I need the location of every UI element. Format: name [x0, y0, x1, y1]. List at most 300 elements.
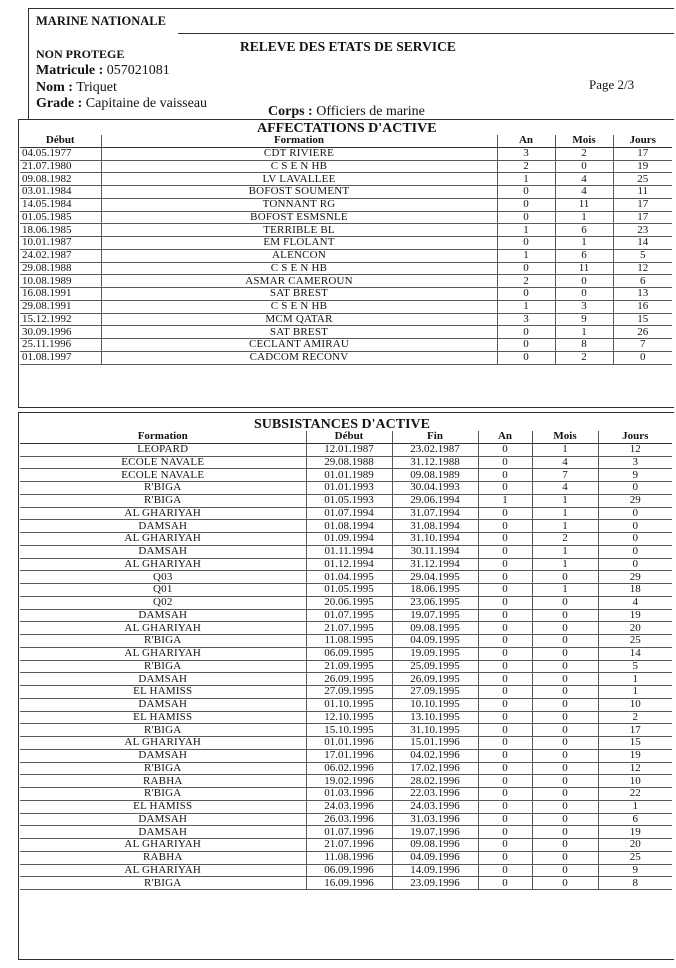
cell-fin: 15.01.1996 [392, 737, 478, 750]
table-row [20, 673, 672, 686]
cell-fin: 30.04.1993 [392, 482, 478, 495]
col-jours: Jours [598, 431, 672, 443]
cell-mois: 0 [532, 800, 598, 813]
cell-mois: 0 [532, 775, 598, 788]
cell-mois: 1 [532, 443, 598, 456]
cell-an: 0 [478, 635, 532, 648]
cell-jours: 0 [598, 533, 672, 546]
cell-mois: 1 [555, 237, 613, 250]
cell-fin: 19.09.1995 [392, 647, 478, 660]
corps-line [268, 105, 425, 119]
cell-an: 0 [478, 711, 532, 724]
cell-an: 2 [497, 275, 555, 288]
table-row [20, 571, 672, 584]
table-row [20, 211, 672, 224]
cell-debut: 17.01.1996 [306, 749, 392, 762]
cell-an: 0 [478, 813, 532, 826]
table-row [20, 839, 672, 852]
cell-mois: 11 [555, 262, 613, 275]
cell-formation: AL GHARIYAH [20, 737, 306, 750]
cell-mois: 0 [532, 724, 598, 737]
cell-jours: 15 [598, 737, 672, 750]
cell-jours: 0 [598, 545, 672, 558]
cell-an: 0 [478, 571, 532, 584]
page-number: Page 2/3 [589, 77, 635, 92]
cell-formation: Q01 [20, 584, 306, 597]
cell-debut: 16.09.1996 [306, 877, 392, 890]
cell-an: 0 [478, 762, 532, 775]
col-jours: Jours [613, 135, 672, 147]
table-row [20, 147, 672, 160]
cell-mois: 1 [532, 545, 598, 558]
cell-mois: 4 [555, 186, 613, 199]
cell-formation: DAMSAH [20, 813, 306, 826]
cell-mois: 4 [532, 482, 598, 495]
cell-formation: R'BIGA [20, 877, 306, 890]
cell-fin: 29.04.1995 [392, 571, 478, 584]
cell-formation: RABHA [20, 851, 306, 864]
cell-jours: 10 [598, 775, 672, 788]
cell-fin: 19.07.1996 [392, 826, 478, 839]
cell-jours: 29 [598, 571, 672, 584]
cell-formation: C S E N HB [101, 160, 497, 173]
cell-jours: 0 [598, 558, 672, 571]
cell-formation: EL HAMISS [20, 711, 306, 724]
cell-mois: 1 [532, 507, 598, 520]
cell-an: 0 [497, 288, 555, 301]
cell-mois: 0 [532, 788, 598, 801]
cell-debut: 30.09.1996 [20, 326, 101, 339]
table-row [20, 686, 672, 699]
cell-fin: 24.03.1996 [392, 800, 478, 813]
cell-mois: 0 [532, 839, 598, 852]
cell-an: 0 [478, 686, 532, 699]
table-row [20, 800, 672, 813]
cell-formation: BOFOST ESMSNLE [101, 211, 497, 224]
cell-fin: 04.02.1996 [392, 749, 478, 762]
subsistances-header-row [20, 431, 672, 443]
cell-jours: 11 [613, 186, 672, 199]
cell-mois: 0 [532, 622, 598, 635]
cell-jours: 0 [613, 351, 672, 364]
cell-fin: 17.02.1996 [392, 762, 478, 775]
cell-fin: 23.06.1995 [392, 596, 478, 609]
cell-an: 0 [478, 698, 532, 711]
nom-line [36, 81, 117, 95]
cell-formation: C S E N HB [101, 300, 497, 313]
cell-jours: 29 [598, 494, 672, 507]
table-row [20, 749, 672, 762]
cell-jours: 14 [598, 647, 672, 660]
table-row [20, 558, 672, 571]
table-row [20, 326, 672, 339]
cell-fin: 14.09.1996 [392, 864, 478, 877]
table-row [20, 443, 672, 456]
cell-mois: 0 [532, 571, 598, 584]
table-row [20, 647, 672, 660]
cell-formation: ALENCON [101, 249, 497, 262]
cell-fin: 09.08.1995 [392, 622, 478, 635]
cell-jours: 25 [613, 173, 672, 186]
table-row [20, 288, 672, 301]
col-debut: Début [20, 135, 101, 147]
cell-jours: 1 [598, 800, 672, 813]
cell-jours: 3 [598, 456, 672, 469]
table-row [20, 339, 672, 352]
cell-fin: 31.03.1996 [392, 813, 478, 826]
affectations-title: AFFECTATIONS D'ACTIVE [257, 121, 437, 136]
table-row [20, 622, 672, 635]
cell-an: 0 [478, 839, 532, 852]
cell-fin: 23.09.1996 [392, 877, 478, 890]
cell-formation: LV LAVALLEE [101, 173, 497, 186]
cell-an: 0 [497, 262, 555, 275]
cell-fin: 26.09.1995 [392, 673, 478, 686]
cell-debut: 10.01.1987 [20, 237, 101, 250]
cell-an: 0 [478, 800, 532, 813]
cell-fin: 28.02.1996 [392, 775, 478, 788]
cell-an: 1 [497, 300, 555, 313]
cell-debut: 24.03.1996 [306, 800, 392, 813]
cell-debut: 10.08.1989 [20, 275, 101, 288]
cell-jours: 12 [598, 762, 672, 775]
cell-an: 0 [478, 775, 532, 788]
cell-formation: CDT RIVIERE [101, 147, 497, 160]
cell-mois: 7 [532, 469, 598, 482]
cell-mois: 1 [532, 558, 598, 571]
cell-jours: 17 [598, 724, 672, 737]
cell-mois: 0 [555, 160, 613, 173]
cell-mois: 6 [555, 249, 613, 262]
cell-formation: SAT BREST [101, 326, 497, 339]
cell-mois: 1 [555, 211, 613, 224]
cell-debut: 21.07.1980 [20, 160, 101, 173]
cell-debut: 01.10.1995 [306, 698, 392, 711]
grade-value: Capitaine de vaisseau [85, 96, 208, 111]
cell-an: 0 [478, 749, 532, 762]
cell-debut: 01.08.1994 [306, 520, 392, 533]
cell-debut: 20.06.1995 [306, 596, 392, 609]
cell-debut: 01.01.1993 [306, 482, 392, 495]
table-row [20, 877, 672, 890]
corps-label: Corps : [268, 104, 313, 119]
cell-an: 0 [478, 673, 532, 686]
cell-an: 0 [497, 326, 555, 339]
cell-formation: ECOLE NAVALE [20, 456, 306, 469]
cell-jours: 19 [598, 749, 672, 762]
cell-an: 0 [478, 737, 532, 750]
cell-formation: TERRIBLE BL [101, 224, 497, 237]
cell-debut: 26.03.1996 [306, 813, 392, 826]
cell-an: 3 [497, 313, 555, 326]
cell-mois: 3 [555, 300, 613, 313]
table-row [20, 533, 672, 546]
cell-an: 1 [497, 224, 555, 237]
cell-debut: 06.09.1995 [306, 647, 392, 660]
cell-an: 0 [478, 533, 532, 546]
table-row [20, 507, 672, 520]
cell-mois: 0 [532, 813, 598, 826]
cell-formation: SAT BREST [101, 288, 497, 301]
cell-fin: 19.07.1995 [392, 609, 478, 622]
cell-mois: 0 [532, 737, 598, 750]
cell-an: 0 [497, 211, 555, 224]
table-row [20, 813, 672, 826]
affectations-header-row [20, 135, 672, 147]
cell-an: 0 [478, 851, 532, 864]
cell-fin: 23.02.1987 [392, 443, 478, 456]
cell-debut: 03.01.1984 [20, 186, 101, 199]
table-row [20, 826, 672, 839]
header-top-rule [178, 33, 674, 34]
cell-debut: 01.01.1989 [306, 469, 392, 482]
cell-debut: 01.05.1993 [306, 494, 392, 507]
cell-debut: 29.08.1991 [20, 300, 101, 313]
cell-debut: 11.08.1996 [306, 851, 392, 864]
cell-jours: 6 [598, 813, 672, 826]
cell-formation: R'BIGA [20, 762, 306, 775]
cell-jours: 6 [613, 275, 672, 288]
cell-debut: 04.05.1977 [20, 147, 101, 160]
table-row [20, 584, 672, 597]
cell-jours: 14 [613, 237, 672, 250]
cell-jours: 2 [598, 711, 672, 724]
table-row [20, 224, 672, 237]
cell-debut: 19.02.1996 [306, 775, 392, 788]
cell-mois: 0 [532, 851, 598, 864]
cell-jours: 9 [598, 864, 672, 877]
cell-formation: AL GHARIYAH [20, 507, 306, 520]
cell-mois: 0 [532, 864, 598, 877]
table-row [20, 660, 672, 673]
subsistances-table [20, 431, 672, 890]
table-row [20, 609, 672, 622]
cell-formation: MCM QATAR [101, 313, 497, 326]
cell-an: 0 [478, 507, 532, 520]
table-row [20, 456, 672, 469]
cell-an: 0 [478, 456, 532, 469]
cell-an: 0 [478, 609, 532, 622]
cell-debut: 15.10.1995 [306, 724, 392, 737]
cell-mois: 2 [555, 147, 613, 160]
cell-debut: 06.09.1996 [306, 864, 392, 877]
table-row [20, 520, 672, 533]
table-row [20, 711, 672, 724]
cell-mois: 2 [532, 533, 598, 546]
cell-debut: 06.02.1996 [306, 762, 392, 775]
cell-debut: 01.01.1996 [306, 737, 392, 750]
cell-an: 0 [478, 584, 532, 597]
cell-fin: 31.12.1988 [392, 456, 478, 469]
cell-mois: 4 [532, 456, 598, 469]
nom-value: Triquet [76, 80, 117, 95]
cell-an: 0 [478, 864, 532, 877]
cell-an: 0 [497, 186, 555, 199]
cell-formation: DAMSAH [20, 609, 306, 622]
cell-an: 1 [497, 249, 555, 262]
cell-formation: R'BIGA [20, 635, 306, 648]
cell-debut: 12.10.1995 [306, 711, 392, 724]
cell-formation: CECLANT AMIRAU [101, 339, 497, 352]
col-debut: Début [306, 431, 392, 443]
table-row [20, 545, 672, 558]
cell-fin: 31.07.1994 [392, 507, 478, 520]
cell-fin: 09.08.1996 [392, 839, 478, 852]
cell-jours: 19 [598, 826, 672, 839]
col-formation: Formation [20, 431, 306, 443]
cell-jours: 15 [613, 313, 672, 326]
table-row [20, 173, 672, 186]
cell-jours: 12 [598, 443, 672, 456]
cell-debut: 29.08.1988 [306, 456, 392, 469]
cell-debut: 01.07.1995 [306, 609, 392, 622]
cell-jours: 0 [598, 482, 672, 495]
cell-debut: 18.06.1985 [20, 224, 101, 237]
cell-an: 0 [478, 443, 532, 456]
cell-fin: 13.10.1995 [392, 711, 478, 724]
cell-an: 0 [478, 482, 532, 495]
cell-mois: 9 [555, 313, 613, 326]
cell-debut: 01.07.1994 [306, 507, 392, 520]
cell-fin: 27.09.1995 [392, 686, 478, 699]
cell-debut: 01.11.1994 [306, 545, 392, 558]
cell-debut: 01.12.1994 [306, 558, 392, 571]
table-row [20, 186, 672, 199]
cell-mois: 0 [532, 826, 598, 839]
table-row [20, 482, 672, 495]
cell-an: 2 [497, 160, 555, 173]
cell-debut: 15.12.1992 [20, 313, 101, 326]
cell-debut: 29.08.1988 [20, 262, 101, 275]
cell-an: 1 [497, 173, 555, 186]
cell-mois: 2 [555, 351, 613, 364]
cell-formation: R'BIGA [20, 482, 306, 495]
table-row [20, 160, 672, 173]
cell-formation: R'BIGA [20, 788, 306, 801]
cell-mois: 4 [555, 173, 613, 186]
cell-jours: 17 [613, 147, 672, 160]
cell-fin: 04.09.1995 [392, 635, 478, 648]
cell-debut: 01.05.1985 [20, 211, 101, 224]
cell-an: 0 [478, 545, 532, 558]
document-title: RELEVE DES ETATS DE SERVICE [240, 39, 456, 54]
col-an: An [497, 135, 555, 147]
cell-jours: 25 [598, 851, 672, 864]
cell-debut: 01.04.1995 [306, 571, 392, 584]
cell-fin: 30.11.1994 [392, 545, 478, 558]
cell-fin: 10.10.1995 [392, 698, 478, 711]
cell-formation: EM FLOLANT [101, 237, 497, 250]
table-row [20, 249, 672, 262]
cell-jours: 17 [613, 211, 672, 224]
cell-formation: CADCOM RECONV [101, 351, 497, 364]
cell-jours: 5 [598, 660, 672, 673]
cell-mois: 0 [532, 596, 598, 609]
cell-jours: 20 [598, 622, 672, 635]
cell-debut: 27.09.1995 [306, 686, 392, 699]
cell-an: 0 [497, 237, 555, 250]
cell-formation: Q02 [20, 596, 306, 609]
table-row [20, 494, 672, 507]
cell-debut: 21.07.1995 [306, 622, 392, 635]
cell-jours: 1 [598, 686, 672, 699]
cell-formation: TONNANT RG [101, 198, 497, 211]
cell-an: 0 [478, 622, 532, 635]
cell-debut: 16.08.1991 [20, 288, 101, 301]
matricule-label: Matricule : [36, 63, 104, 78]
cell-an: 0 [478, 596, 532, 609]
cell-mois: 1 [532, 494, 598, 507]
cell-jours: 16 [613, 300, 672, 313]
cell-mois: 0 [532, 749, 598, 762]
cell-debut: 01.09.1994 [306, 533, 392, 546]
cell-mois: 0 [532, 762, 598, 775]
cell-jours: 23 [613, 224, 672, 237]
cell-debut: 01.07.1996 [306, 826, 392, 839]
grade-line [36, 97, 207, 111]
matricule-line [36, 64, 170, 78]
cell-fin: 31.12.1994 [392, 558, 478, 571]
cell-debut: 14.05.1984 [20, 198, 101, 211]
cell-an: 1 [478, 494, 532, 507]
cell-formation: DAMSAH [20, 673, 306, 686]
cell-formation: DAMSAH [20, 698, 306, 711]
col-mois: Mois [555, 135, 613, 147]
cell-formation: AL GHARIYAH [20, 839, 306, 852]
cell-jours: 20 [598, 839, 672, 852]
cell-formation: EL HAMISS [20, 800, 306, 813]
table-row [20, 788, 672, 801]
cell-fin: 31.10.1994 [392, 533, 478, 546]
cell-formation: DAMSAH [20, 545, 306, 558]
col-mois: Mois [532, 431, 598, 443]
cell-mois: 0 [532, 711, 598, 724]
cell-jours: 4 [598, 596, 672, 609]
cell-jours: 13 [613, 288, 672, 301]
affectations-table [20, 135, 672, 365]
cell-fin: 18.06.1995 [392, 584, 478, 597]
cell-jours: 17 [613, 198, 672, 211]
table-row [20, 237, 672, 250]
cell-jours: 8 [598, 877, 672, 890]
cell-mois: 11 [555, 198, 613, 211]
cell-jours: 25 [598, 635, 672, 648]
cell-mois: 0 [555, 275, 613, 288]
cell-debut: 11.08.1995 [306, 635, 392, 648]
cell-formation: ECOLE NAVALE [20, 469, 306, 482]
cell-mois: 0 [555, 288, 613, 301]
cell-an: 0 [478, 469, 532, 482]
table-row [20, 851, 672, 864]
matricule-value: 057021081 [106, 63, 170, 78]
cell-mois: 0 [532, 609, 598, 622]
cell-mois: 0 [532, 635, 598, 648]
cell-jours: 1 [598, 673, 672, 686]
table-row [20, 300, 672, 313]
table-row [20, 737, 672, 750]
cell-mois: 0 [532, 660, 598, 673]
table-row [20, 635, 672, 648]
cell-debut: 25.11.1996 [20, 339, 101, 352]
table-row [20, 313, 672, 326]
cell-formation: LEOPARD [20, 443, 306, 456]
cell-an: 0 [478, 660, 532, 673]
cell-fin: 31.08.1994 [392, 520, 478, 533]
col-an: An [478, 431, 532, 443]
cell-fin: 25.09.1995 [392, 660, 478, 673]
cell-fin: 31.10.1995 [392, 724, 478, 737]
col-fin: Fin [392, 431, 478, 443]
